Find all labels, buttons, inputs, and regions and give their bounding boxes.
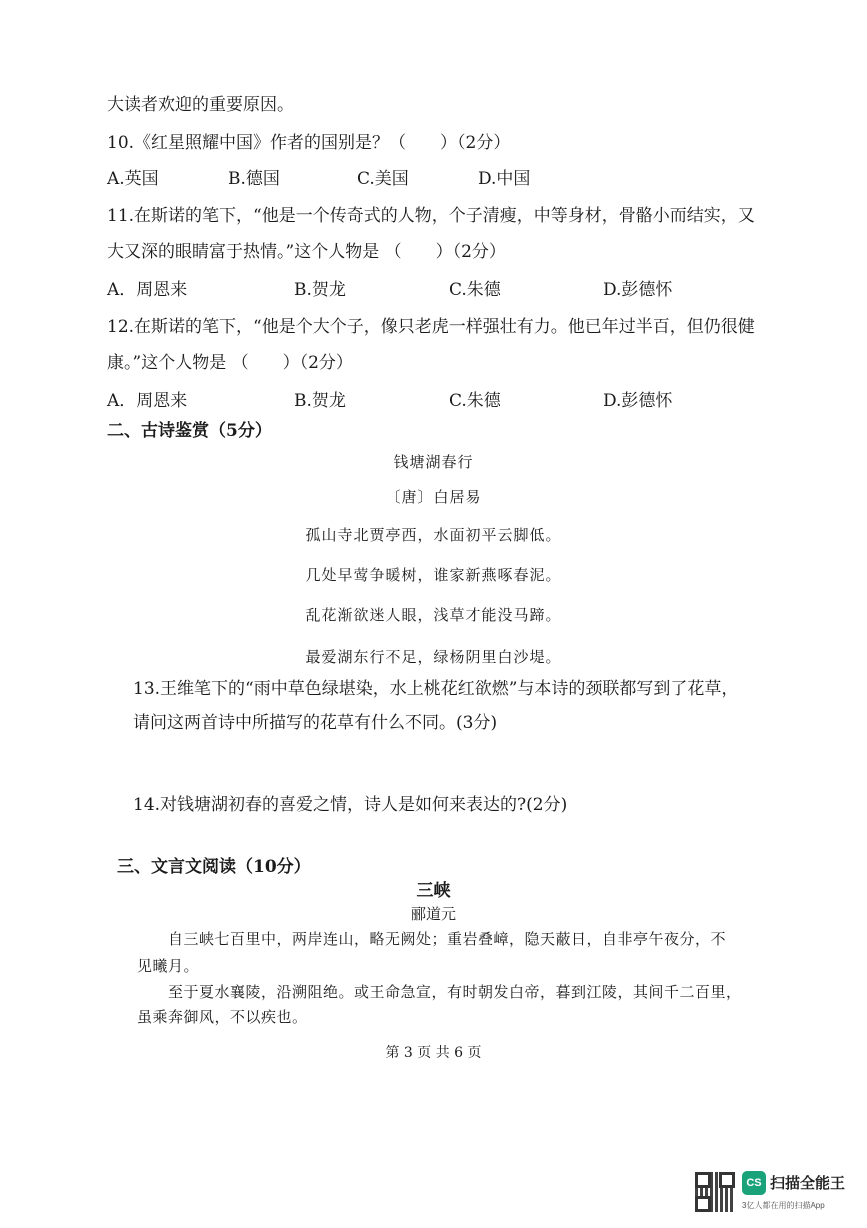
q11-option-c: C.朱德 xyxy=(449,280,501,300)
section3-heading: 三、文言文阅读（10分） xyxy=(117,857,311,877)
classical-p1-line1: 自三峡七百里中，两岸连山，略无阙处；重岩叠嶂，隐天蔽日，自非亭午夜分，不 xyxy=(168,930,727,948)
classical-p2-line1: 至于夏水襄陵，沿溯阻绝。或王命急宣，有时朝发白帝，暮到江陵，其间千二百里， xyxy=(168,983,742,1001)
q10-option-d: D.中国 xyxy=(478,169,531,189)
q11-option-a: A．周恩来 xyxy=(107,280,188,300)
q11-option-b: B.贺龙 xyxy=(294,280,346,300)
q10-stem: 10.《红星照耀中国》作者的国别是？（ ）（2分） xyxy=(107,133,511,153)
poem-title: 钱塘湖春行 xyxy=(393,453,474,471)
q11-line1: 11.在斯诺的笔下，“他是一个传奇式的人物，个子清瘦，中等身材，骨骼小而结实，又 xyxy=(107,206,755,226)
camscanner-logo: CS xyxy=(742,1171,766,1195)
poem-line-4: 最爱湖东行不足，绿杨阴里白沙堤。 xyxy=(305,648,562,666)
q10-option-c: C.美国 xyxy=(357,169,409,189)
watermark-app-name: 扫描全能王 xyxy=(770,1175,846,1192)
q14: 14.对钱塘湖初春的喜爱之情，诗人是如何来表达的?(2分) xyxy=(133,795,568,815)
watermark-tagline: 3亿人都在用的扫描App xyxy=(742,1201,825,1210)
q13-line1: 13.王维笔下的“雨中草色绿堪染，水上桃花红欲燃”与本诗的颈联都写到了花草， xyxy=(133,679,739,699)
q11-option-d: D.彭德怀 xyxy=(603,280,673,300)
q10-option-b: B.德国 xyxy=(228,169,280,189)
q12-line1: 12.在斯诺的笔下，“他是个大个子，像只老虎一样强壮有力。他已年过半百，但仍很健 xyxy=(107,317,755,337)
intro-line: 大读者欢迎的重要原因。 xyxy=(107,95,294,115)
q10-option-a: A.英国 xyxy=(107,169,159,189)
poem-line-1: 孤山寺北贾亭西，水面初平云脚低。 xyxy=(305,526,562,544)
q11-line2: 大又深的眼睛富于热情。”这个人物是 （ ）（2分） xyxy=(107,242,506,262)
poem-line-2: 几处早莺争暖树，谁家新燕啄春泥。 xyxy=(305,566,562,584)
poem-author: 〔唐〕白居易 xyxy=(385,488,482,506)
q13-line2: 请问这两首诗中所描写的花草有什么不同。(3分) xyxy=(133,713,498,733)
page-footer: 第 3 页 共 6 页 xyxy=(385,1045,482,1061)
classical-p2-line2: 虽乘奔御风，不以疾也。 xyxy=(137,1008,308,1026)
q12-line2: 康。”这个人物是 （ ）（2分） xyxy=(107,353,353,373)
q12-option-b: B.贺龙 xyxy=(294,391,346,411)
classical-author: 郦道元 xyxy=(410,905,456,923)
q12-option-d: D.彭德怀 xyxy=(603,391,673,411)
qr-code-icon xyxy=(695,1172,735,1212)
q12-option-a: A．周恩来 xyxy=(107,391,188,411)
q12-option-c: C.朱德 xyxy=(449,391,501,411)
section2-heading: 二、古诗鉴赏（5分） xyxy=(107,421,272,441)
classical-p1-line2: 见曦月。 xyxy=(137,957,200,975)
classical-title: 三峡 xyxy=(416,881,451,901)
poem-line-3: 乱花渐欲迷人眼，浅草才能没马蹄。 xyxy=(305,606,562,624)
